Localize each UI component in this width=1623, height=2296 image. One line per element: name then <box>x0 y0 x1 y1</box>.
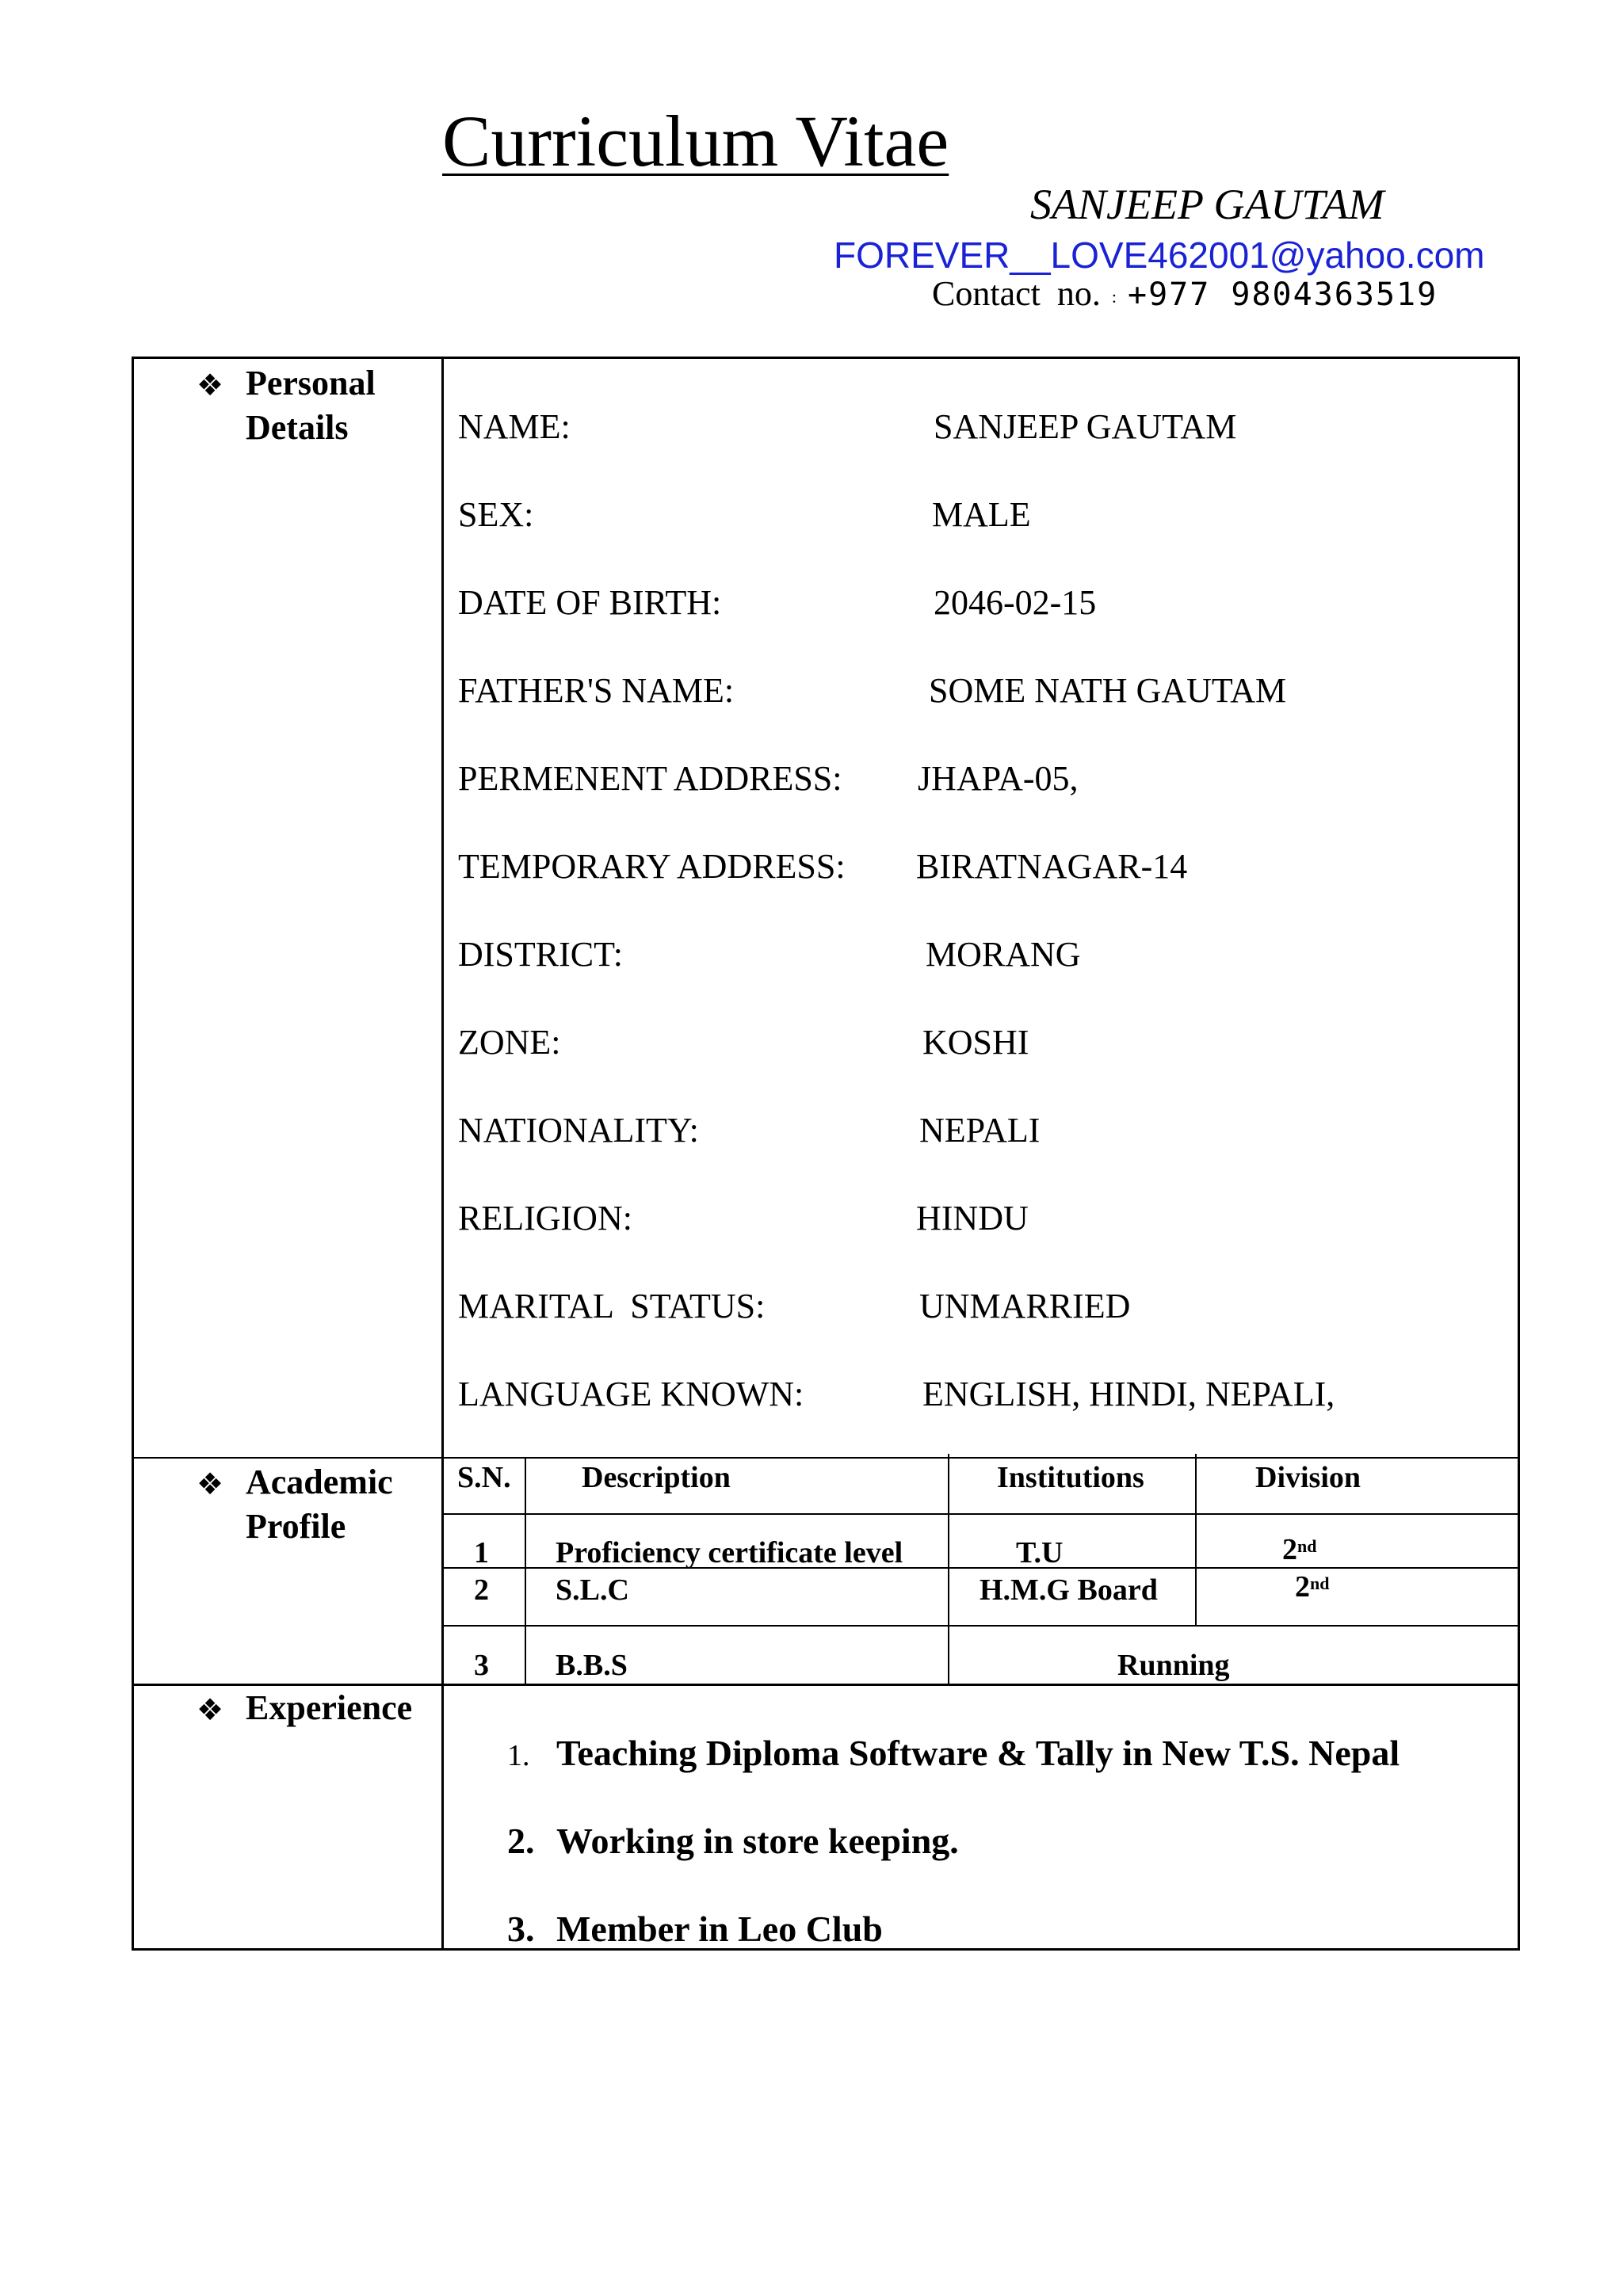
detail-label: MARITAL STATUS: <box>458 1287 766 1325</box>
section-academic-profile <box>197 1460 393 1549</box>
detail-label: NATIONALITY: <box>458 1111 699 1150</box>
section-experience <box>197 1686 412 1730</box>
section-label: Experience <box>246 1688 413 1727</box>
academic-row-institution: T.U <box>1016 1536 1064 1569</box>
table-border-right <box>1518 357 1520 1951</box>
detail-value: NEPALI <box>919 1111 1041 1150</box>
email-link[interactable]: FOREVER__LOVE462001@yahoo.com <box>834 235 1485 276</box>
academic-row-sn: 3 <box>474 1649 489 1682</box>
detail-value: ENGLISH, HINDI, NEPALI, <box>922 1375 1335 1413</box>
academic-row-divider <box>444 1625 1519 1627</box>
detail-label: TEMPORARY ADDRESS: <box>458 847 846 886</box>
academic-row-sn: 1 <box>474 1536 489 1569</box>
experience-text: Working in store keeping. <box>556 1821 959 1861</box>
detail-value: MORANG <box>926 935 1081 974</box>
academic-header-division: Division <box>1255 1461 1361 1494</box>
experience-text: Teaching Diploma Software & Tally in New T.S. Nepal <box>556 1733 1400 1773</box>
detail-label: RELIGION: <box>458 1199 632 1238</box>
academic-header-institutions: Institutions <box>997 1461 1144 1494</box>
academic-row-description: B.B.S <box>556 1649 628 1682</box>
detail-label: FATHER'S NAME: <box>458 671 735 710</box>
table-border-left <box>132 357 134 1951</box>
detail-label: DISTRICT: <box>458 935 624 974</box>
detail-value: SOME NATH GAUTAM <box>929 671 1287 710</box>
academic-header-sn: S.N. <box>457 1461 511 1494</box>
detail-value: HINDU <box>916 1199 1029 1238</box>
detail-label: NAME: <box>458 407 571 446</box>
header-name: SANJEEP GAUTAM <box>1030 181 1384 228</box>
section-divider-academic <box>132 1457 1520 1459</box>
academic-row-division: 2nd <box>1295 1570 1330 1604</box>
contact-separator: : <box>1111 286 1117 307</box>
detail-label: DATE OF BIRTH: <box>458 583 722 622</box>
academic-row-division: 2nd <box>1282 1533 1317 1566</box>
table-column-divider <box>441 357 444 1951</box>
detail-value: JHAPA-05, <box>918 759 1079 798</box>
academic-header-description: Description <box>582 1461 731 1494</box>
bullet-icon: ❖ <box>197 1692 224 1727</box>
detail-value: KOSHI <box>922 1023 1029 1062</box>
section-label: Details <box>246 408 349 447</box>
section-personal-details <box>197 361 376 450</box>
table-border-top <box>132 357 1520 359</box>
contact-number: +977 9804363519 <box>1127 277 1438 313</box>
bullet-icon: ❖ <box>197 1466 224 1501</box>
academic-row-description: S.L.C <box>556 1573 629 1607</box>
detail-value: 2046-02-15 <box>934 583 1097 622</box>
contact-line <box>932 274 1438 317</box>
academic-col-divider-institution <box>1195 1454 1197 1627</box>
experience-item <box>507 1820 959 1863</box>
experience-number: 3. <box>507 1909 535 1949</box>
document-title: Curriculum Vitae <box>442 101 949 181</box>
detail-value: SANJEEP GAUTAM <box>934 407 1237 446</box>
section-label: Personal <box>246 364 376 402</box>
academic-row-divider <box>444 1513 1519 1515</box>
detail-value: MALE <box>932 495 1031 534</box>
academic-col-divider-description <box>948 1454 949 1684</box>
detail-label: PERMENENT ADDRESS: <box>458 759 842 798</box>
academic-row-description: Proficiency certificate level <box>556 1536 903 1569</box>
section-label: Academic <box>246 1463 393 1501</box>
experience-item <box>507 1908 883 1951</box>
experience-item <box>507 1732 1400 1777</box>
experience-number: 2. <box>507 1821 535 1861</box>
academic-row-institution: H.M.G Board <box>980 1573 1158 1607</box>
detail-label: SEX: <box>458 495 534 534</box>
detail-label: LANGUAGE KNOWN: <box>458 1375 804 1413</box>
academic-row-sn: 2 <box>474 1573 489 1607</box>
academic-col-divider-sn <box>525 1458 526 1684</box>
experience-text: Member in Leo Club <box>556 1909 883 1949</box>
experience-number: 1. <box>507 1739 530 1772</box>
bullet-icon: ❖ <box>197 368 224 402</box>
detail-label: ZONE: <box>458 1023 561 1062</box>
section-label: Profile <box>246 1507 346 1546</box>
contact-label: Contact no. <box>932 274 1101 313</box>
academic-row-status: Running <box>1117 1649 1230 1682</box>
detail-value: BIRATNAGAR-14 <box>916 847 1188 886</box>
detail-value: UNMARRIED <box>919 1287 1131 1325</box>
